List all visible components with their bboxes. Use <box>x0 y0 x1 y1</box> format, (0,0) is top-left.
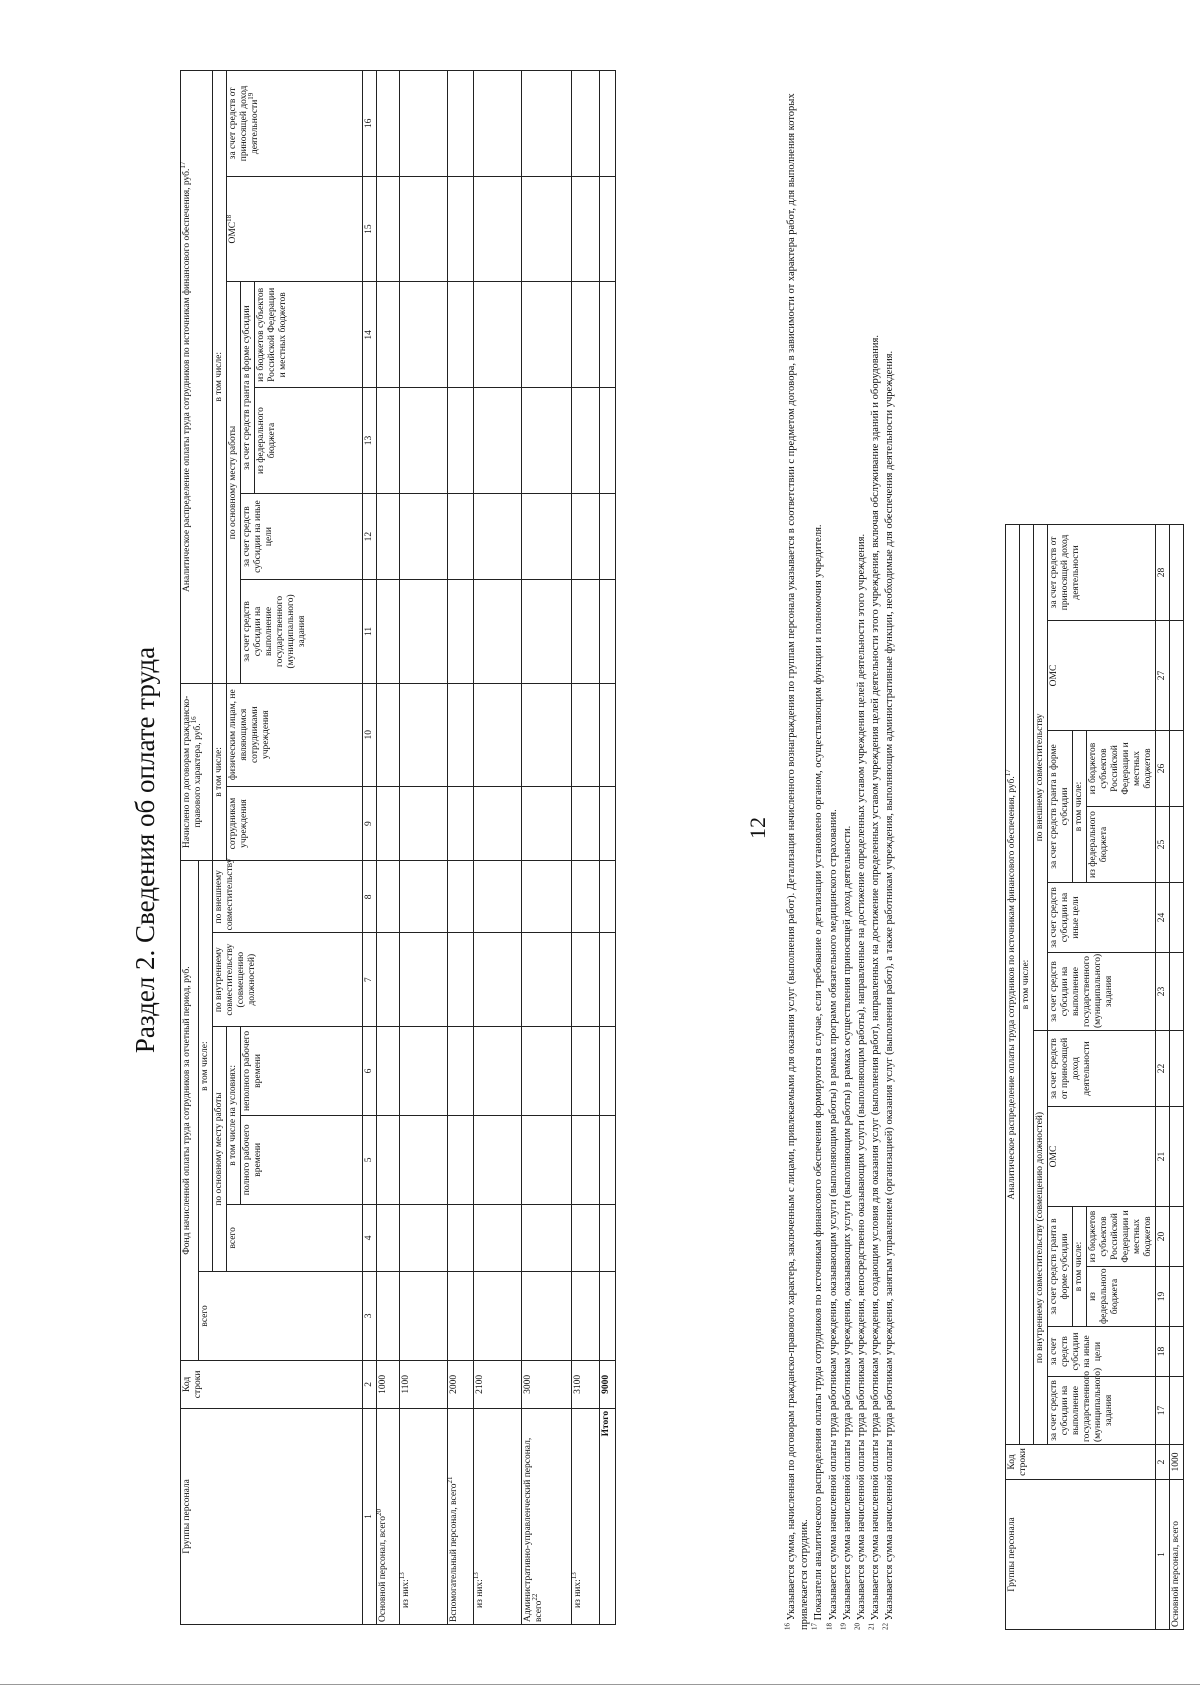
col-number: 6 <box>363 1027 377 1116</box>
header-internal: по внутреннему совместительству (совмещению должностей) <box>1034 1031 1048 1445</box>
col-number: 23 <box>1156 953 1170 1031</box>
header-external: по внешнему совместительству <box>1034 524 1048 1030</box>
page-number: 12 <box>745 817 770 839</box>
col-number: 27 <box>1156 621 1170 731</box>
header-income: за счет средств от приносящей доход деятельности <box>1048 1031 1156 1107</box>
footnote: $^{21}$ Указывается сумма начисленной оплаты труда работникам учреждения, создающим условия для оказания услуг (выполнения работ), направленных на достижение определенных уставом учреждения целей деятельности этого учреждения, включая обслуживание зданий и оборудования. <box>867 335 882 1630</box>
header-internal: по внутреннему совместительству (совмещению должностей) <box>213 933 363 1027</box>
col-number: 1 <box>363 1408 377 1624</box>
header-oms: ОМС$^{18}$ <box>227 176 363 282</box>
analytic-distribution-table <box>1005 524 1184 1630</box>
col-number: 15 <box>363 176 377 282</box>
col-number: 22 <box>1156 1031 1170 1107</box>
header-oms: ОМС <box>1048 1107 1156 1207</box>
col-number: 9 <box>363 786 377 860</box>
col-number: 3 <box>363 1271 377 1360</box>
row-code: 3000 <box>522 1360 572 1408</box>
section-title: Раздел 2. Сведения об оплате труда <box>130 646 160 1054</box>
header-conditions: в том числе на условиях: <box>227 1027 241 1205</box>
col-number: 2 <box>1156 1445 1170 1480</box>
row-label: из них:$^{13}$ <box>400 1408 448 1624</box>
table-row <box>400 71 448 1625</box>
header-income: за счет средств от приносящей доход деятельности$^{19}$ <box>227 71 363 177</box>
footnote: $^{16}$ Указывается сумма, начисленная по договорам гражданско-правового характера, заключенным с лицами, привлекаемыми для оказания услуг (выполнения работ). Детализация начисленного вознаграждения по группам персонала указывается в соответствии с предметом договора, в зависимости от характера работ, для выполнения которых привлекается сотрудник. <box>783 93 811 1630</box>
wage-fund-table <box>180 70 616 1625</box>
col-number: 25 <box>1156 807 1170 883</box>
header-analytic: Аналитическое распределение оплаты труда сотрудников по источникам финансового обеспечения, руб.$^{17}$ <box>1006 524 1020 1444</box>
header-grant: за счет средств гранта в форме субсидии <box>241 282 255 493</box>
col-number: 26 <box>1156 731 1170 807</box>
row-label: из них:$^{13}$ <box>474 1408 522 1624</box>
col-number: 10 <box>363 683 377 786</box>
header-main-place: по основному месту работы <box>213 1027 227 1272</box>
row-label: Основной персонал, всего$^{20}$ <box>377 1408 400 1624</box>
header-to-non-employees: физическим лицам, не являющимся сотрудниками учреждения <box>227 683 363 786</box>
table-row <box>448 71 474 1625</box>
header-v-tom-chisle: в том числе: <box>199 861 213 1272</box>
column-number-row <box>363 71 377 1625</box>
row-code: 3100 <box>572 1360 600 1408</box>
col-number: 14 <box>363 282 377 388</box>
footnotes <box>785 60 898 1630</box>
col-number: 13 <box>363 388 377 494</box>
header-code: Код строки <box>1006 1445 1156 1480</box>
header-subsidy-other: за счет средств субсидии на иные цели <box>241 493 363 579</box>
header-v-tom-chisle: в том числе: <box>1020 524 1034 1444</box>
col-number: 16 <box>363 71 377 177</box>
col-number: 8 <box>363 861 377 933</box>
header-subsidy-state: за счет средств субсидии на выполнение государственного (муниципального) задания <box>1048 953 1156 1031</box>
header-grant: за счет средств гранта в форме субсидии <box>1048 731 1073 883</box>
row-label: Вспомогательный персонал, всего$^{21}$ <box>448 1408 474 1624</box>
header-subsidy-state: за счет средств субсидии на выполнение государственного (муниципального) задания <box>241 580 363 683</box>
header-fed-budget: из федерального бюджета <box>1087 1267 1156 1327</box>
col-number: 11 <box>363 580 377 683</box>
header-subsidy-other: за счет средств субсидии на иные цели <box>1048 1327 1156 1377</box>
header-regional-budget: из бюджетов субъектов Российской Федерации и местных бюджетов <box>1087 731 1156 807</box>
row-code: 1000 <box>1170 1445 1184 1480</box>
footnote: $^{17}$ Показатели аналитического распределения оплаты труда сотрудников по источникам финансового обеспечения формируются в случае, если требование о детализации установлено органом, осуществляющим функции и полномочия учредителя. <box>810 524 825 1630</box>
col-number: 4 <box>363 1204 377 1271</box>
header-oms: ОМС <box>1048 621 1156 731</box>
col-number: 24 <box>1156 883 1170 953</box>
footnote: $^{20}$ Указывается сумма начисленной оплаты труда работникам учреждения, непосредственно оказывающим услуги (выполняющим работы), направленные на достижение определенных уставом учреждения целей деятельности этого учреждения. <box>853 533 868 1630</box>
footnote: $^{19}$ Указывается сумма начисленной оплаты труда работникам учреждения, оказывающих услуги (выполняющим работы) в рамках осуществления приносящей доход деятельности. <box>839 825 853 1630</box>
row-code: 2000 <box>448 1360 474 1408</box>
row-label: Административно-управленческий персонал, всего$^{22}$ <box>522 1408 572 1624</box>
row-label: Основной персонал, всего <box>1170 1480 1184 1630</box>
header-regional-budget: из бюджетов субъектов Российской Федерации и местных бюджетов <box>255 282 363 388</box>
table-row <box>522 71 572 1625</box>
header-analytic-v-tom-chisle: в том числе: <box>213 71 227 684</box>
col-number: 1 <box>1156 1480 1170 1630</box>
header-fund: Фонд начисленной оплаты труда сотрудников за отчетный период, руб. <box>181 861 199 1361</box>
col-number: 18 <box>1156 1327 1170 1377</box>
header-fed-budget: из федерального бюджета <box>1087 807 1156 883</box>
header-v-tom-chisle: в том числе: <box>1073 731 1087 883</box>
col-number: 2 <box>363 1360 377 1408</box>
table-row <box>474 71 522 1625</box>
col-number: 7 <box>363 933 377 1027</box>
header-part-time: неполного рабочего времени <box>241 1027 363 1116</box>
row-code: 1000 <box>377 1360 400 1408</box>
table-row <box>572 71 600 1625</box>
header-grant: за счет средств гранта в форме субсидии <box>1048 1207 1073 1327</box>
col-number: 19 <box>1156 1267 1170 1327</box>
header-main-vsego: всего <box>227 1204 363 1271</box>
header-full-time: полного рабочего времени <box>241 1115 363 1204</box>
header-vsego: всего <box>199 1271 363 1360</box>
header-fed-budget: из федерального бюджета <box>255 388 363 494</box>
col-number: 20 <box>1156 1207 1170 1267</box>
table-row <box>1170 524 1184 1629</box>
total-code: 9000 <box>600 1360 616 1408</box>
header-external: по внешнему совместительству <box>213 861 363 933</box>
row-code: 2100 <box>474 1360 522 1408</box>
header-subsidy-other: за счет средств субсидии на иные цели <box>1048 883 1156 953</box>
row-label: из них:$^{13}$ <box>572 1408 600 1624</box>
total-row <box>600 71 616 1625</box>
footnote: $^{18}$ Указывается сумма начисленной оплаты труда работникам учреждения, оказывающим услуги (выполняющим работы) в рамках программ обязательного медицинского страхования. <box>825 809 839 1630</box>
table-row <box>377 71 400 1625</box>
col-number: 12 <box>363 493 377 579</box>
column-number-row <box>1156 524 1170 1629</box>
header-main-place-2: по основному месту работы <box>227 282 241 683</box>
header-to-employees: сотрудникам учреждения <box>227 786 363 860</box>
header-v-tom-chisle: в том числе: <box>1073 1207 1087 1327</box>
header-contracts: Начислено по договорам гражданско-правового характера, руб.$^{16}$ <box>181 683 213 861</box>
header-groups: Группы персонала <box>181 1408 363 1624</box>
footnote: $^{22}$ Указывается сумма начисленной оплаты труда работникам учреждения, занятым управлением (организацией) оказания услуг (выполнения работ), а также работникам учреждения, выполняющим административные функции, необходимые для обеспечения деятельности учреждения. <box>881 350 896 1630</box>
header-groups: Группы персонала <box>1006 1480 1156 1630</box>
header-contracts-v-tom-chisle: в том числе: <box>213 683 227 861</box>
header-income: за счет средств от приносящей доход деятельности <box>1048 524 1156 620</box>
total-label: Итого <box>600 1408 616 1624</box>
header-code: Код строки <box>181 1360 363 1408</box>
scan-edge <box>0 1684 1200 1685</box>
col-number: 21 <box>1156 1107 1170 1207</box>
header-analytic: Аналитическое распределение оплаты труда сотрудников по источникам финансового обеспечения, руб.$^{17}$ <box>181 71 213 684</box>
col-number: 17 <box>1156 1377 1170 1445</box>
col-number: 5 <box>363 1115 377 1204</box>
rotated-page-content <box>130 55 1181 1645</box>
header-subsidy-state: за счет средств субсидии на выполнение государственного (муниципального) задания <box>1048 1377 1156 1445</box>
col-number: 28 <box>1156 524 1170 620</box>
header-regional-budget: из бюджетов субъектов Российской Федерации и местных бюджетов <box>1087 1207 1156 1267</box>
row-code: 1100 <box>400 1360 448 1408</box>
